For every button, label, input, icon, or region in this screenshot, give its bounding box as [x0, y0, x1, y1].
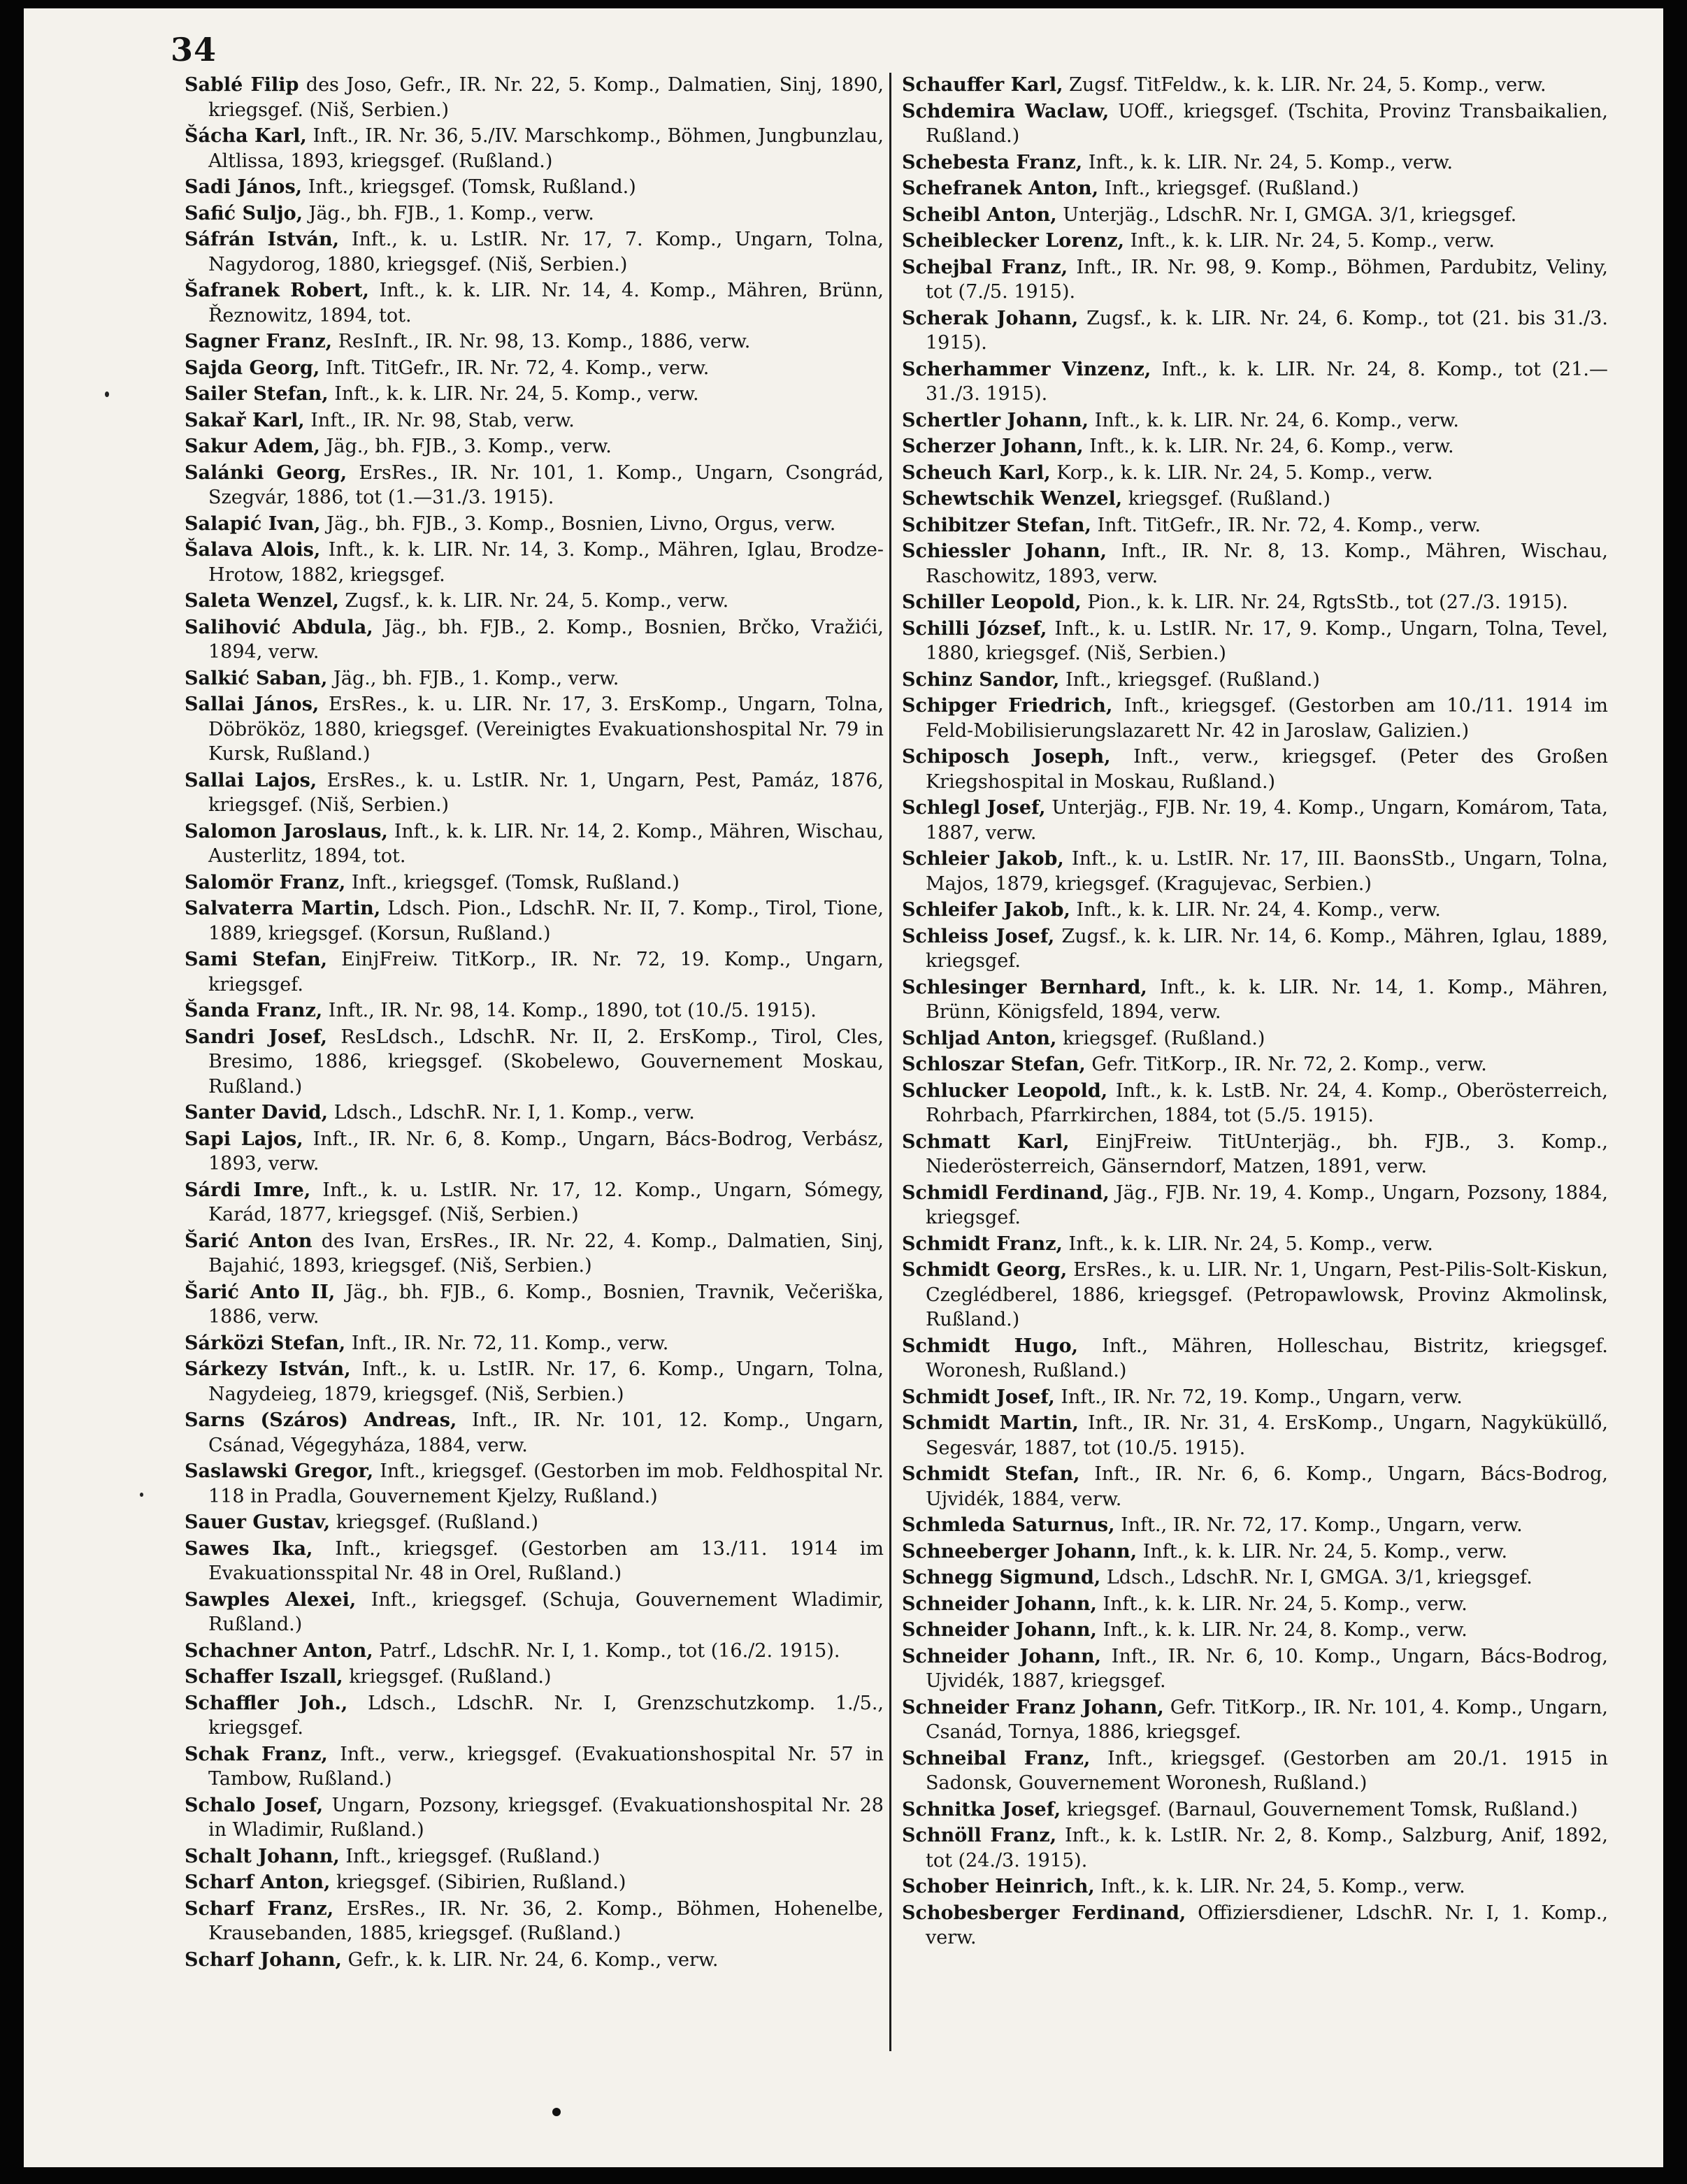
entry-name: Schefranek Anton, — [902, 178, 1099, 199]
entry-details: kriegsgef. (Sibirien, Rußland.) — [336, 1872, 626, 1893]
entry-details: Inft., IR. Nr. 6, 10. Komp., Ungarn, Bács-Bodrog, Ujvidék, 1887, kriegsgef. — [926, 1645, 1608, 1692]
register-entry — [902, 1385, 1608, 1410]
entry-name: Schleifer Jakob, — [902, 899, 1070, 921]
entry-details: Ldsch., LdschR. Nr. I, 1. Komp., verw. — [333, 1102, 695, 1123]
entry-details: Inft. TitGefr., IR. Nr. 72, 4. Komp., verw. — [325, 357, 710, 379]
entry-name: Scharf Anton, — [185, 1872, 331, 1893]
entry-details: Inft., IR. Nr. 36, 5./IV. Marschkomp., Böhmen, Jungbunzlau, Altlissa, 1893, kriegsgef. (Rußland.) — [208, 125, 884, 172]
entry-name: Schaffer Iszall, — [185, 1666, 343, 1688]
register-entry — [902, 1513, 1608, 1538]
register-entry — [902, 1411, 1608, 1460]
entry-details: Inft., kriegsgef. (Tomsk, Rußland.) — [351, 871, 680, 893]
register-entry — [185, 1665, 884, 1690]
entry-details: Inft., k. k. LIR. Nr. 14, 3. Komp., Mähren, Iglau, Brodze-Hrotow, 1882, kriegsgef. — [208, 539, 884, 586]
entry-details: Inft., kriegsgef. (Rußland.) — [1065, 668, 1320, 691]
register-entry — [185, 768, 884, 818]
entry-details: Offiziersdiener, LdschR. Nr. I, 1. Komp., verw. — [926, 1902, 1608, 1948]
entry-details: Jäg., bh. FJB., 3. Komp., Bosnien, Livno, Orgus, verw. — [326, 512, 836, 535]
entry-name: Schebesta Franz, — [902, 151, 1083, 173]
entry-name: Sailer Stefan, — [185, 383, 329, 405]
register-entry — [902, 975, 1608, 1025]
entry-name: Scheibl Anton, — [902, 203, 1057, 226]
register-entry — [185, 512, 884, 537]
entry-details: Inft., IR. Nr. 31, 4. ErsKomp., Ungarn, Nagyküküllő, Segesvár, 1887, tot (10./5. 1915). — [926, 1412, 1608, 1459]
register-entry — [902, 1052, 1608, 1077]
register-entry — [185, 998, 884, 1023]
entry-name: Schiessler Johann, — [902, 540, 1107, 562]
entry-name: Šanda Franz, — [185, 1000, 323, 1021]
register-entry — [902, 924, 1608, 974]
entry-details: Inft., k. k. LIR. Nr. 24, 5. Komp., verw. — [1100, 1876, 1465, 1897]
register-entry — [185, 1588, 884, 1637]
ink-speck — [140, 1493, 143, 1497]
register-entry — [902, 203, 1608, 228]
register-entry — [902, 408, 1608, 433]
register-entry — [185, 1793, 884, 1843]
register-entry — [902, 1618, 1608, 1643]
register-entry — [902, 1258, 1608, 1332]
register-entry — [185, 1691, 884, 1741]
register-entry — [902, 1823, 1608, 1873]
entry-details: Jäg., bh. FJB., 2. Komp., Bosnien, Brčko, Vražići, 1894, verw. — [208, 616, 884, 663]
entry-details: Inft., IR. Nr. 72, 11. Komp., verw. — [351, 1332, 669, 1354]
entry-details: Ldsch. Pion., LdschR. Nr. II, 7. Komp., Tirol, Tione, 1889, kriegsgef. (Korsun, Rußland.) — [208, 898, 884, 944]
entry-details: kriegsgef. (Rußland.) — [336, 1511, 539, 1533]
entry-details: des Ivan, ErsRes., IR. Nr. 22, 4. Komp., Dalmatien, Sinj, Bajahić, 1893, kriegsgef. (Niš, Serbien.) — [208, 1230, 884, 1277]
register-entry — [185, 615, 884, 665]
entry-details: Ungarn, Pozsony, kriegsgef. (Evakuationshospital Nr. 28 in Wladimir, Rußland.) — [208, 1794, 884, 1841]
entry-details: ErsRes., k. u. LstIR. Nr. 1, Ungarn, Pest, Pamáz, 1876, kriegsgef. (Niš, Serbien.) — [208, 769, 884, 816]
entry-name: Sarns (Száros) Andreas, — [185, 1409, 457, 1431]
entry-details: Zugsf. TitFeldw., k. k. LIR. Nr. 24, 5. Komp., verw. — [1069, 74, 1546, 96]
entry-name: Schloszar Stefan, — [902, 1054, 1086, 1075]
entry-details: Inft., k. k. LIR. Nr. 24, 5. Komp., verw. — [1088, 151, 1453, 173]
register-entry — [902, 513, 1608, 538]
entry-name: Sáfrán István, — [185, 229, 340, 250]
register-entry — [902, 745, 1608, 794]
entry-name: Šácha Karl, — [185, 125, 307, 147]
register-entry — [902, 1079, 1608, 1128]
entry-name: Schertler Johann, — [902, 409, 1089, 431]
entry-name: Scherak Johann, — [902, 307, 1079, 329]
entry-name: Šarić Anto II, — [185, 1281, 336, 1303]
register-entry — [902, 176, 1608, 201]
register-entry — [185, 589, 884, 614]
entry-details: Zugsf., k. k. LIR. Nr. 14, 6. Komp., Mähren, Iglau, 1889, kriegsgef. — [926, 925, 1608, 972]
entry-details: Pion., k. k. LIR. Nr. 24, RgtsStb., tot (27./3. 1915). — [1087, 591, 1568, 613]
entry-details: Inft., k. u. LstIR. Nr. 17, 12. Komp., Ungarn, Sómegy, Karád, 1877, kriegsgef. (Niš, Serbien.) — [208, 1179, 884, 1226]
entry-name: Salomon Jaroslaus, — [185, 820, 388, 842]
register-entry — [185, 278, 884, 328]
entry-name: Sadi János, — [185, 176, 303, 198]
entry-name: Šarić Anton — [185, 1230, 313, 1252]
register-entry — [185, 1742, 884, 1792]
register-entry — [902, 306, 1608, 356]
entry-name: Schilli József, — [902, 617, 1047, 640]
entry-details: Inft., IR. Nr. 101, 12. Komp., Ungarn, Csánad, Végegyháza, 1884, verw. — [208, 1409, 884, 1456]
register-entry — [902, 1334, 1608, 1384]
entry-name: Salomör Franz, — [185, 871, 346, 893]
entry-details: Inft., k. k. LIR. Nr. 24, 4. Komp., verw. — [1076, 899, 1441, 921]
entry-name: Schneider Franz Johann, — [902, 1696, 1164, 1718]
entry-details: ErsRes., k. u. LIR. Nr. 1, Ungarn, Pest-Pilis-Solt-Kiskun, Czeglédberel, 1886, kriegsgef. (Petropawlowsk, Provinz Akmolinsk, Rußland.) — [926, 1259, 1608, 1330]
entry-name: Schmidt Georg, — [902, 1259, 1068, 1281]
entry-name: Schalo Josef, — [185, 1794, 324, 1816]
entry-details: Inft. TitGefr., IR. Nr. 72, 4. Komp., verw. — [1097, 514, 1481, 536]
entry-details: Inft., k. k. LIR. Nr. 24, 5. Komp., verw. — [1130, 230, 1495, 252]
entry-details: Jäg., bh. FJB., 3. Komp., verw. — [326, 436, 612, 457]
entry-details: Inft., IR. Nr. 6, 6. Komp., Ungarn, Bács-Bodrog, Ujvidék, 1884, verw. — [926, 1463, 1608, 1510]
entry-details: Inft., k. k. LIR. Nr. 24, 5. Komp., verw. — [1142, 1540, 1508, 1562]
entry-name: Schobesberger Ferdinand, — [902, 1902, 1186, 1924]
register-entry — [902, 617, 1608, 666]
register-entry — [902, 1130, 1608, 1179]
register-entry — [902, 1592, 1608, 1617]
entry-details: Jäg., bh. FJB., 1. Komp., verw. — [308, 202, 594, 224]
register-entry — [185, 1229, 884, 1279]
register-entry — [185, 1639, 884, 1664]
register-entry — [185, 1100, 884, 1126]
entry-details: kriegsgef. (Rußland.) — [1063, 1027, 1265, 1049]
register-entry — [185, 1870, 884, 1895]
register-entry — [185, 1510, 884, 1535]
entry-name: Sallai János, — [185, 694, 320, 715]
entry-name: Schneider Johann, — [902, 1593, 1097, 1615]
column-divider — [889, 73, 891, 2051]
entry-details: Unterjäg., LdschR. Nr. I, GMGA. 3/1, kriegsgef. — [1063, 203, 1517, 226]
register-entry — [185, 1357, 884, 1407]
entry-details: Inft., k. k. LIR. Nr. 24, 6. Komp., verw. — [1089, 436, 1454, 457]
register-entry — [902, 1026, 1608, 1051]
register-entry — [902, 694, 1608, 743]
register-entry — [185, 408, 884, 433]
entry-name: Schdemira Waclaw, — [902, 100, 1110, 122]
entry-name: Schejbal Franz, — [902, 256, 1068, 278]
entry-name: Sakař Karl, — [185, 409, 305, 431]
register-entry — [902, 150, 1608, 175]
entry-name: Schipger Friedrich, — [902, 695, 1113, 717]
register-entry — [902, 487, 1608, 512]
register-entry — [185, 1844, 884, 1869]
register-entry — [902, 99, 1608, 149]
register-entry — [185, 1331, 884, 1356]
entry-details: Gefr. TitKorp., IR. Nr. 101, 4. Komp., Ungarn, Csanád, Tornya, 1886, kriegsgef. — [926, 1696, 1609, 1743]
entry-name: Sawples Alexei, — [185, 1588, 357, 1611]
entry-details: Inft., kriegsgef. (Gestorben am 13./11. 1914 im Evakuationsspital Nr. 48 in Orel, Rußland.) — [208, 1537, 884, 1584]
register-entry — [185, 73, 884, 122]
register-entry — [185, 461, 884, 510]
entry-details: Jäg., bh. FJB., 1. Komp., verw. — [333, 667, 619, 689]
register-entry — [902, 461, 1608, 486]
entry-name: Saslawski Gregor, — [185, 1460, 374, 1482]
entry-details: Inft., k. k. LIR. Nr. 24, 6. Komp., verw. — [1094, 409, 1460, 431]
entry-name: Schleier Jakob, — [902, 848, 1064, 870]
entry-details: Inft., k. u. LstIR. Nr. 17, 6. Komp., Ungarn, Tolna, Nagydeieg, 1879, kriegsgef. (Niš, Serbien.) — [208, 1358, 884, 1405]
entry-details: Inft., k. k. LIR. Nr. 14, 2. Komp., Mähren, Wischau, Austerlitz, 1894, tot. — [208, 820, 884, 867]
register-entry — [185, 382, 884, 407]
register-entry — [902, 1181, 1608, 1230]
entry-name: Schnöll Franz, — [902, 1825, 1057, 1846]
entry-details: Inft., IR. Nr. 98, 9. Komp., Böhmen, Pardubitz, Veliny, tot (7./5. 1915). — [926, 256, 1608, 303]
entry-name: Scharf Franz, — [185, 1897, 334, 1920]
entry-name: Schmatt Karl, — [902, 1130, 1070, 1153]
entry-details: Inft., k. k. LstIR. Nr. 2, 8. Komp., Salzburg, Anif, 1892, tot (24./3. 1915). — [926, 1825, 1608, 1872]
entry-name: Schlesinger Bernhard, — [902, 976, 1147, 998]
entry-name: Schnitka Josef, — [902, 1798, 1061, 1820]
entry-name: Salihović Abdula, — [185, 616, 373, 638]
register-entry — [185, 819, 884, 869]
entry-name: Šalava Alois, — [185, 539, 321, 561]
entry-name: Salvaterra Martin, — [185, 898, 381, 919]
register-entry — [185, 692, 884, 767]
entry-details: EinjFreiw. TitUnterjäg., bh. FJB., 3. Komp., Niederösterreich, Gänserndorf, Matzen, 1891, verw. — [926, 1130, 1608, 1177]
right-column — [902, 73, 1608, 1952]
entry-details: Inft., IR. Nr. 72, 19. Komp., Ungarn, verw. — [1061, 1386, 1463, 1408]
entry-name: Schneibal Franz, — [902, 1747, 1091, 1769]
entry-name: Schljad Anton, — [902, 1027, 1057, 1049]
register-entry — [185, 175, 884, 200]
entry-details: ErsRes., IR. Nr. 101, 1. Komp., Ungarn, Csongrád, Szegvár, 1886, tot (1.—31./3. 1915). — [208, 461, 884, 508]
entry-details: Inft., k. k. LIR. Nr. 24, 8. Komp., tot (21.—31./3. 1915). — [926, 358, 1608, 405]
register-entry — [902, 357, 1608, 407]
register-entry — [902, 898, 1608, 923]
entry-details: Zugsf., k. k. LIR. Nr. 24, 5. Komp., verw. — [345, 590, 729, 612]
entry-name: Schneider Johann, — [902, 1619, 1097, 1641]
register-entry — [185, 434, 884, 459]
entry-name: Schaffler Joh., — [185, 1692, 348, 1714]
entry-name: Sawes Ika, — [185, 1537, 313, 1560]
entry-details: EinjFreiw. TitKorp., IR. Nr. 72, 19. Komp., Ungarn, kriegsgef. — [208, 949, 884, 996]
entry-details: UOff., kriegsgef. (Tschita, Provinz Transbaikalien, Rußland.) — [926, 100, 1608, 147]
entry-details: Inft., IR. Nr. 98, Stab, verw. — [310, 409, 575, 431]
entry-details: Inft., kriegsgef. (Gestorben am 10./11. 1914 im Feld-Mobilisierungslazarett Nr. 42 in Jaroslaw, Galizien.) — [926, 695, 1608, 742]
entry-name: Schleiss Josef, — [902, 925, 1055, 947]
register-entry — [902, 1901, 1608, 1950]
entry-name: Sandri Josef, — [185, 1026, 327, 1048]
register-entry — [185, 1948, 884, 1973]
entry-details: Unterjäg., FJB. Nr. 19, 4. Komp., Ungarn, Komárom, Tata, 1887, verw. — [926, 797, 1608, 844]
entry-name: Salánki Georg, — [185, 461, 347, 484]
register-entry — [185, 538, 884, 587]
register-entry — [185, 1127, 884, 1177]
entry-name: Šafranek Robert, — [185, 280, 369, 301]
register-entry — [185, 1025, 884, 1100]
entry-details: kriegsgef. (Rußland.) — [1128, 488, 1331, 510]
entry-name: Schauffer Karl, — [902, 74, 1063, 96]
entry-details: Inft., k. k. LIR. Nr. 14, 4. Komp., Mähren, Brünn, Řeznowitz, 1894, tot. — [208, 280, 884, 326]
register-entry — [185, 1280, 884, 1330]
register-entry — [902, 1539, 1608, 1565]
register-entry — [902, 229, 1608, 254]
entry-details: Inft., k. k. LIR. Nr. 24, 5. Komp., verw. — [1103, 1593, 1467, 1615]
entry-details: Inft., kriegsgef. (Gestorben am 20./1. 1915 in Sadonsk, Gouvernement Woronesh, Rußland.) — [926, 1747, 1608, 1794]
register-entry — [902, 590, 1608, 615]
entry-details: Inft., kriegsgef. (Tomsk, Rußland.) — [308, 176, 636, 198]
register-entry — [902, 255, 1608, 305]
entry-name: Saleta Wenzel, — [185, 590, 339, 612]
entry-details: Inft., verw., kriegsgef. (Peter des Großen Kriegshospital in Moskau, Rußland.) — [926, 746, 1608, 793]
entry-name: Schmleda Saturnus, — [902, 1514, 1115, 1536]
entry-details: Inft., k. k. LIR. Nr. 24, 5. Komp., verw. — [1068, 1233, 1433, 1255]
entry-name: Scheuch Karl, — [902, 461, 1051, 484]
entry-details: kriegsgef. (Barnaul, Gouvernement Tomsk, Rußland.) — [1066, 1798, 1578, 1820]
register-entry — [902, 434, 1608, 459]
ink-dot — [552, 2108, 561, 2116]
entry-details: Inft., k. u. LstIR. Nr. 17, III. BaonsStb., Ungarn, Tolna, Majos, 1879, kriegsgef. (Kragujevac, Serbien.) — [926, 848, 1608, 895]
entry-details: Inft., kriegsgef. (Schuja, Gouvernement Wladimir, Rußland.) — [208, 1588, 884, 1635]
entry-name: Schiposch Joseph, — [902, 746, 1111, 768]
entry-name: Schibitzer Stefan, — [902, 514, 1091, 536]
register-entry — [185, 1408, 884, 1458]
entry-name: Sárkezy István, — [185, 1358, 351, 1380]
entry-name: Schewtschik Wenzel, — [902, 488, 1123, 510]
entry-name: Schachner Anton, — [185, 1639, 373, 1662]
entry-name: Schneeberger Johann, — [902, 1540, 1137, 1562]
register-entry — [902, 1462, 1608, 1511]
entry-name: Scheiblecker Lorenz, — [902, 230, 1125, 252]
entry-details: Korp., k. k. LIR. Nr. 24, 5. Komp., verw. — [1056, 461, 1433, 484]
entry-details: ErsRes., k. u. LIR. Nr. 17, 3. ErsKomp., Ungarn, Tolna, Döbrököz, 1880, kriegsgef. (Vereinigtes Evakuationshospital Nr. 79 in Kursk, Rußland.) — [208, 694, 884, 765]
register-entry — [185, 227, 884, 277]
entry-name: Safić Suljo, — [185, 202, 303, 224]
entry-name: Sauer Gustav, — [185, 1511, 331, 1533]
entry-name: Sagner Franz, — [185, 331, 333, 352]
entry-name: Salapić Ivan, — [185, 512, 321, 535]
register-entry — [185, 896, 884, 946]
entry-details: Inft., kriegsgef. (Rußland.) — [345, 1845, 601, 1867]
entry-details: Inft., k. k. LIR. Nr. 24, 8. Komp., verw. — [1103, 1619, 1467, 1641]
entry-details: Inft., IR. Nr. 8, 13. Komp., Mähren, Wischau, Raschowitz, 1893, verw. — [926, 540, 1609, 587]
entry-name: Sakur Adem, — [185, 436, 320, 457]
register-entry — [185, 356, 884, 381]
register-entry — [902, 1695, 1608, 1745]
entry-details: Inft., Mähren, Holleschau, Bistritz, kriegsgef. Woronesh, Rußland.) — [926, 1335, 1608, 1381]
entry-name: Scherzer Johann, — [902, 436, 1084, 457]
entry-name: Sapi Lajos, — [185, 1128, 303, 1150]
register-entry — [902, 1565, 1608, 1590]
entry-name: Schinz Sandor, — [902, 668, 1060, 691]
entry-name: Schneider Johann, — [902, 1645, 1102, 1667]
entry-details: Inft., kriegsgef. (Rußland.) — [1104, 178, 1359, 199]
entry-name: Sárközi Stefan, — [185, 1332, 346, 1354]
register-entry — [185, 1897, 884, 1946]
entry-details: Inft., IR. Nr. 6, 8. Komp., Ungarn, Bács-Bodrog, Verbász, 1893, verw. — [208, 1128, 884, 1174]
entry-name: Scharf Johann, — [185, 1948, 342, 1971]
register-entry — [185, 1459, 884, 1509]
entry-details: Inft., k. u. LstIR. Nr. 17, 9. Komp., Ungarn, Tolna, Tevel, 1880, kriegsgef. (Niš, Serbien.) — [926, 617, 1608, 664]
entry-name: Schmidt Franz, — [902, 1233, 1063, 1255]
register-entry — [902, 1874, 1608, 1899]
entry-details: Inft., k. k. LIR. Nr. 24, 5. Komp., verw. — [334, 383, 699, 405]
entry-name: Schlucker Leopold, — [902, 1079, 1108, 1102]
entry-name: Scherhammer Vinzenz, — [902, 358, 1151, 380]
entry-details: Inft., IR. Nr. 72, 17. Komp., Ungarn, verw. — [1121, 1514, 1523, 1536]
entry-details: Gefr., k. k. LIR. Nr. 24, 6. Komp., verw. — [347, 1948, 719, 1971]
register-entry — [902, 668, 1608, 693]
register-entry — [185, 666, 884, 691]
register-entry — [185, 1178, 884, 1228]
register-entry — [185, 870, 884, 896]
entry-name: Sablé Filip — [185, 74, 299, 96]
entry-details: Inft., kriegsgef. (Gestorben im mob. Feldhospital Nr. 118 in Pradla, Gouvernement Kjelzy, Rußland.) — [208, 1460, 884, 1507]
entry-details: Ldsch., LdschR. Nr. I, GMGA. 3/1, kriegsgef. — [1106, 1567, 1532, 1588]
register-entry — [902, 1746, 1608, 1796]
register-entry — [185, 947, 884, 997]
entry-details: Inft., k. k. LstB. Nr. 24, 4. Komp., Oberösterreich, Rohrbach, Pfarrkirchen, 1884, tot (5./5. 1915). — [926, 1079, 1608, 1126]
entry-name: Schak Franz, — [185, 1743, 328, 1765]
register-entry — [902, 1797, 1608, 1823]
register-entry — [185, 201, 884, 227]
entry-name: Schmidt Stefan, — [902, 1463, 1080, 1485]
entry-name: Santer David, — [185, 1102, 329, 1123]
entry-details: Inft., k. u. LstIR. Nr. 17, 7. Komp., Ungarn, Tolna, Nagydorog, 1880, kriegsgef. (Niš, Serbien.) — [208, 229, 884, 275]
register-entry — [902, 847, 1608, 896]
entry-name: Schmidl Ferdinand, — [902, 1181, 1110, 1204]
register-entry — [902, 539, 1608, 589]
entry-details: Patrf., LdschR. Nr. I, 1. Komp., tot (16./2. 1915). — [379, 1639, 840, 1662]
entry-name: Schlegl Josef, — [902, 797, 1046, 819]
entry-details: Inft., IR. Nr. 98, 14. Komp., 1890, tot (10./5. 1915). — [328, 1000, 817, 1021]
entry-name: Sami Stefan, — [185, 949, 328, 970]
entry-details: Jäg., FJB. Nr. 19, 4. Komp., Ungarn, Pozsony, 1884, kriegsgef. — [926, 1181, 1608, 1228]
register-entry — [185, 329, 884, 354]
register-entry — [902, 1644, 1608, 1694]
entry-details: des Joso, Gefr., IR. Nr. 22, 5. Komp., Dalmatien, Sinj, 1890, kriegsgef. (Niš, Serbien.) — [208, 74, 884, 121]
entry-details: ResLdsch., LdschR. Nr. II, 2. ErsKomp., Tirol, Cles, Bresimo, 1886, kriegsgef. (Skobelewo, Gouvernement Moskau, Rußland.) — [208, 1026, 884, 1098]
page-number: 34 — [171, 31, 217, 69]
register-entry — [185, 1537, 884, 1586]
entry-name: Schiller Leopold, — [902, 591, 1082, 613]
entry-name: Sajda Georg, — [185, 357, 320, 379]
entry-details: Gefr. TitKorp., IR. Nr. 72, 2. Komp., verw. — [1091, 1054, 1487, 1075]
entry-name: Salkić Saban, — [185, 667, 328, 689]
register-entry — [902, 796, 1608, 845]
register-entry — [902, 73, 1608, 98]
entry-details: Inft., k. k. LIR. Nr. 14, 1. Komp., Mähren, Brünn, Königsfeld, 1894, verw. — [926, 976, 1608, 1023]
entry-details: ErsRes., IR. Nr. 36, 2. Komp., Böhmen, Hohenelbe, Krausebanden, 1885, kriegsgef. (Rußland.) — [208, 1897, 884, 1944]
entry-details: Jäg., bh. FJB., 6. Komp., Bosnien, Travnik, Večeriška, 1886, verw. — [208, 1281, 884, 1328]
entry-details: Ldsch., LdschR. Nr. I, Grenzschutzkomp. 1./5., kriegsgef. — [208, 1692, 884, 1739]
register-entry — [185, 124, 884, 173]
entry-name: Schmidt Josef, — [902, 1386, 1055, 1408]
entry-details: ResInft., IR. Nr. 98, 13. Komp., 1886, verw. — [338, 331, 751, 352]
entry-name: Schmidt Hugo, — [902, 1335, 1079, 1357]
entry-name: Sárdi Imre, — [185, 1179, 311, 1201]
entry-name: Schnegg Sigmund, — [902, 1567, 1101, 1588]
ink-speck — [105, 391, 109, 397]
left-column — [185, 73, 884, 1974]
entry-name: Schalt Johann, — [185, 1845, 340, 1867]
register-entry — [902, 1232, 1608, 1257]
entry-details: kriegsgef. (Rußland.) — [349, 1666, 552, 1688]
entry-name: Schmidt Martin, — [902, 1412, 1079, 1434]
entry-name: Sallai Lajos, — [185, 769, 317, 791]
entry-name: Schober Heinrich, — [902, 1876, 1095, 1897]
entry-details: Zugsf., k. k. LIR. Nr. 24, 6. Komp., tot (21. bis 31./3. 1915). — [926, 307, 1608, 354]
entry-details: Inft., verw., kriegsgef. (Evakuationshospital Nr. 57 in Tambow, Rußland.) — [208, 1743, 884, 1790]
